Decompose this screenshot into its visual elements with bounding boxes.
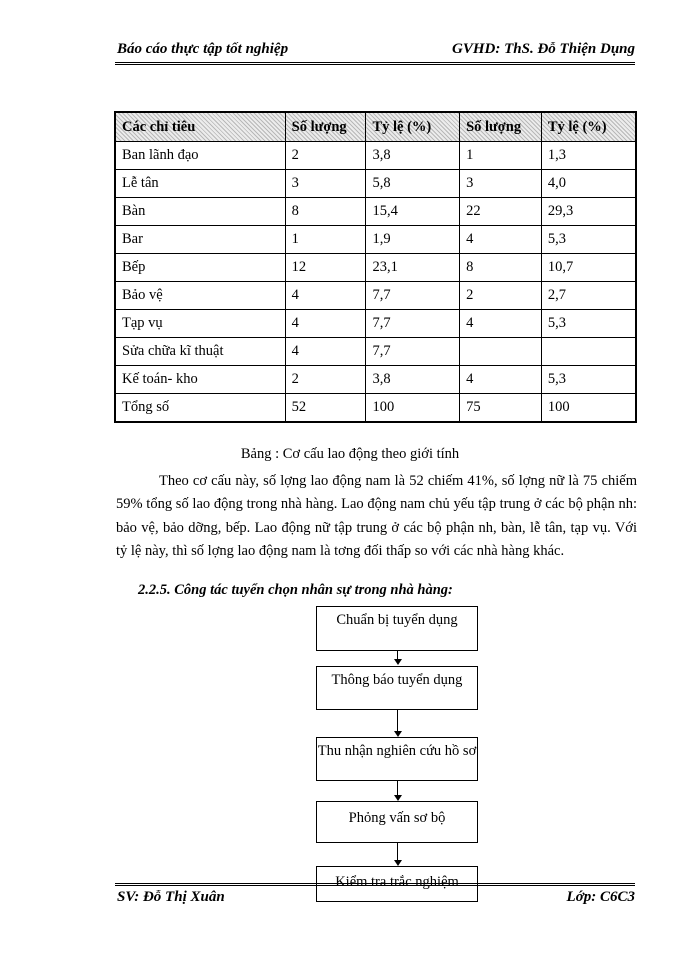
cell-indicator: Ban lãnh đạo (115, 142, 285, 170)
cell-count-male: 4 (285, 338, 366, 366)
flow-step-test: Kiểm tra trắc nghiệm (316, 866, 478, 902)
cell-ratio-male: 7,7 (366, 338, 460, 366)
flow-step-collect-records: Thu nhận nghiên cứu hồ sơ (316, 737, 478, 781)
cell-count-female: 22 (460, 198, 542, 226)
cell-indicator: Bar (115, 226, 285, 254)
cell-ratio-male: 5,8 (366, 170, 460, 198)
cell-count-female: 2 (460, 282, 542, 310)
cell-ratio-male: 15,4 (366, 198, 460, 226)
col-header-count-female: Số lượng (460, 112, 542, 142)
flow-step-prepare: Chuẩn bị tuyển dụng (316, 606, 478, 651)
header-report-title: Báo cáo thực tập tốt nghiệp (117, 41, 289, 57)
cell-count-female: 3 (460, 170, 542, 198)
cell-indicator: Tổng số (115, 394, 285, 423)
table-row (115, 226, 636, 254)
cell-ratio-male: 3,8 (366, 366, 460, 394)
cell-indicator: Bếp (115, 254, 285, 282)
cell-ratio-female: 2,7 (541, 282, 636, 310)
arrow-down-icon (394, 659, 402, 665)
col-header-ratio-female: Tỷ lệ (%) (541, 112, 636, 142)
table-row (115, 142, 636, 170)
flow-step-announce: Thông báo tuyển dụng (316, 666, 478, 710)
cell-ratio-female: 10,7 (541, 254, 636, 282)
table-row (115, 366, 636, 394)
flow-step-interview: Phỏng vấn sơ bộ (316, 801, 478, 843)
cell-indicator: Tạp vụ (115, 310, 285, 338)
table-row (115, 198, 636, 226)
footer-class: Lớp: C6C3 (566, 889, 635, 905)
cell-ratio-female: 1,3 (541, 142, 636, 170)
page-footer (115, 883, 635, 910)
cell-ratio-female: 5,3 (541, 226, 636, 254)
cell-count-male: 2 (285, 142, 366, 170)
cell-count-female: 4 (460, 310, 542, 338)
cell-count-female: 75 (460, 394, 542, 423)
cell-indicator: Kế toán- kho (115, 366, 285, 394)
cell-count-female: 8 (460, 254, 542, 282)
cell-ratio-female (541, 338, 636, 366)
cell-count-male: 4 (285, 310, 366, 338)
section-heading: 2.2.5. Công tác tuyển chọn nhân sự trong nhà hàng: (138, 582, 453, 598)
body-paragraph (116, 470, 637, 563)
cell-count-male: 52 (285, 394, 366, 423)
cell-count-male: 8 (285, 198, 366, 226)
cell-count-male: 4 (285, 282, 366, 310)
cell-ratio-male: 23,1 (366, 254, 460, 282)
col-header-ratio-male: Tỷ lệ (%) (366, 112, 460, 142)
table-row (115, 254, 636, 282)
col-header-indicator: Các chỉ tiêu (115, 112, 285, 142)
cell-ratio-female: 5,3 (541, 310, 636, 338)
cell-ratio-female: 5,3 (541, 366, 636, 394)
cell-count-male: 1 (285, 226, 366, 254)
cell-ratio-female: 4,0 (541, 170, 636, 198)
col-header-count-male: Số lượng (285, 112, 366, 142)
cell-ratio-male: 100 (366, 394, 460, 423)
page-header (115, 38, 635, 65)
cell-ratio-male: 3,8 (366, 142, 460, 170)
header-advisor: GVHD: ThS. Đỗ Thiện Dụng (452, 41, 635, 57)
cell-ratio-female: 100 (541, 394, 636, 423)
cell-ratio-female: 29,3 (541, 198, 636, 226)
footer-student: SV: Đỗ Thị Xuân (117, 889, 225, 905)
cell-indicator: Bàn (115, 198, 285, 226)
paragraph-text: Theo cơ cấu này, số lợng lao động nam là 52 chiếm 41%, số lợng nữ là 75 chiếm 59% tổng số lao động trong nhà hàng. Lao động nam chủ yếu tập trung ở các bộ phận nh: bảo vệ, bảo dỡng, bếp. Lao động nữ tập trung ở các bộ phận nh, bàn, lễ tân, tạp vụ. Với tỷ lệ này, thì số lợng lao động nam là tơng đối thấp so với các nhà hàng khác. (116, 473, 637, 559)
cell-count-female: 4 (460, 366, 542, 394)
table-header-row (115, 112, 636, 142)
cell-count-female: 1 (460, 142, 542, 170)
cell-count-male: 3 (285, 170, 366, 198)
table-total-row (115, 394, 636, 423)
cell-indicator: Sửa chữa kĩ thuật (115, 338, 285, 366)
cell-indicator: Lễ tân (115, 170, 285, 198)
cell-count-male: 2 (285, 366, 366, 394)
table-row (115, 338, 636, 366)
table-caption: Bảng : Cơ cấu lao động theo giới tính (240, 446, 460, 462)
cell-indicator: Bảo vệ (115, 282, 285, 310)
cell-ratio-male: 7,7 (366, 282, 460, 310)
cell-count-male: 12 (285, 254, 366, 282)
cell-ratio-male: 1,9 (366, 226, 460, 254)
cell-ratio-male: 7,7 (366, 310, 460, 338)
table-row (115, 170, 636, 198)
table-row (115, 282, 636, 310)
cell-count-female (460, 338, 542, 366)
table-row (115, 310, 636, 338)
cell-count-female: 4 (460, 226, 542, 254)
labor-structure-table (114, 111, 637, 423)
